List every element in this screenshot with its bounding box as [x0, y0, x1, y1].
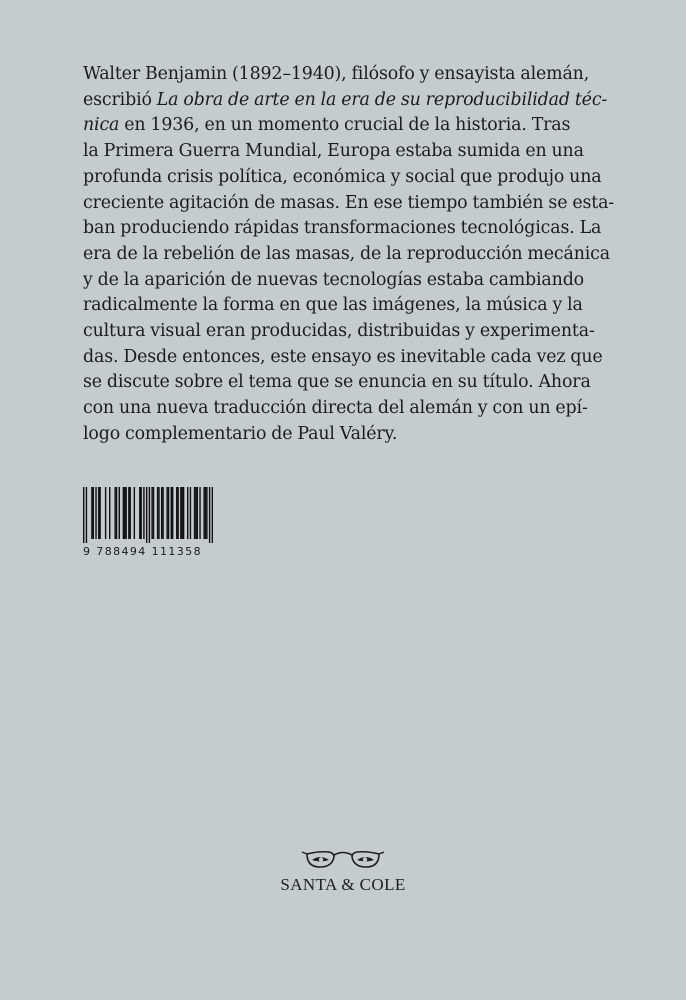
blurb-line	[83, 62, 615, 88]
barcode-bar	[109, 487, 110, 539]
barcode-bar	[114, 487, 115, 539]
barcode-bar	[116, 487, 117, 539]
barcode-bar	[199, 487, 200, 539]
barcode-bar	[172, 487, 173, 539]
blurb-line	[83, 191, 615, 217]
blurb-line	[83, 268, 615, 294]
barcode-bar	[151, 487, 152, 539]
blurb-text: escribió	[83, 89, 157, 110]
blurb-text: se discute sobre el tema que se enuncia en su título. Ahora	[83, 372, 591, 393]
blurb-text: logo complementario de Paul Valéry.	[83, 423, 398, 444]
barcode-bar	[98, 487, 99, 539]
barcode-bar	[190, 487, 191, 539]
isbn-number: 9 788494 111358	[83, 545, 202, 558]
blurb-line	[83, 293, 615, 319]
blurb-text: ban produciendo rápidas transformaciones tecnológicas. La	[83, 218, 602, 239]
barcode-bar	[123, 487, 124, 539]
book-blurb	[83, 62, 615, 448]
barcode-bar	[171, 487, 172, 539]
barcode-bar	[187, 487, 188, 539]
barcode-bar	[158, 487, 159, 539]
barcode-bar	[157, 487, 158, 539]
barcode-bar	[146, 487, 147, 543]
blurb-line	[83, 88, 615, 114]
barcode-bar	[182, 487, 183, 539]
blurb-line	[83, 319, 615, 345]
barcode-bar	[140, 487, 141, 539]
barcode-bar	[124, 487, 125, 539]
blurb-text: Walter Benjamin (1892–1940), filósofo y ensayista alemán,	[83, 64, 590, 84]
barcode-bar	[139, 487, 140, 539]
barcode-bar	[195, 487, 196, 539]
barcode-bar	[143, 487, 144, 539]
barcode-bar	[91, 487, 92, 539]
blurb-italic-title: nica	[83, 115, 120, 136]
barcode-bar	[128, 487, 129, 539]
barcode-bar	[149, 487, 150, 543]
blurb-line	[83, 113, 615, 139]
blurb-line	[83, 345, 615, 371]
barcode-bar	[166, 487, 167, 539]
eyeglasses-with-eyes-icon	[301, 848, 385, 870]
blurb-text: creciente agitación de masas. En ese tiempo también se esta-	[83, 192, 615, 213]
barcode-bar	[168, 487, 169, 539]
barcode-bar	[176, 487, 177, 539]
blurb-line	[83, 216, 615, 242]
barcode-bar	[203, 487, 204, 539]
barcode-bar	[95, 487, 96, 539]
barcode-bar	[183, 487, 184, 539]
barcode-bar	[205, 487, 206, 539]
blurb-text: la Primera Guerra Mundial, Europa estaba sumida en una	[83, 141, 584, 162]
blurb-text: era de la rebelión de las masas, de la reproducción mecánica	[83, 243, 610, 264]
blurb-text: profunda crisis política, económica y social que produjo una	[83, 166, 602, 187]
barcode-bar	[86, 487, 87, 543]
blurb-text: cultura visual eran producidas, distribuidas y experimenta-	[83, 321, 595, 342]
barcode-bar	[93, 487, 94, 539]
blurb-line	[83, 242, 615, 268]
blurb-line	[83, 422, 615, 448]
barcode-bar	[177, 487, 178, 539]
blurb-text: y de la aparición de nuevas tecnologías estaba cambiando	[83, 269, 584, 290]
blurb-text: en 1936, en un momento crucial de la historia. Tras	[119, 115, 571, 136]
barcode-bar	[130, 487, 131, 539]
barcode-bar	[153, 487, 154, 539]
barcode-bar	[125, 487, 126, 539]
barcode-bar	[134, 487, 135, 539]
barcode-bar	[180, 487, 181, 539]
blurb-text: das. Desde entonces, este ensayo es inevitable cada vez que	[83, 346, 603, 367]
barcode-bar	[162, 487, 163, 539]
publisher-imprint	[0, 848, 686, 895]
isbn-barcode-block	[83, 487, 213, 558]
blurb-line	[83, 165, 615, 191]
barcode-bar	[206, 487, 207, 539]
blurb-line	[83, 139, 615, 165]
barcode-icon	[83, 487, 213, 543]
blurb-line	[83, 370, 615, 396]
blurb-text: radicalmente la forma en que las imágenes, la música y la	[83, 295, 583, 316]
publisher-name: SANTA & COLE	[280, 875, 406, 894]
blurb-text: con una nueva traducción directa del alemán y con un epí-	[83, 398, 588, 419]
barcode-bar	[212, 487, 213, 543]
barcode-bar	[194, 487, 195, 539]
barcode-bar	[105, 487, 106, 539]
barcode-bar	[209, 487, 210, 543]
blurb-line	[83, 396, 615, 422]
barcode-bar	[197, 487, 198, 539]
barcode-bar	[161, 487, 162, 539]
barcode-bar	[119, 487, 120, 539]
barcode-bar	[99, 487, 100, 539]
barcode-bar	[83, 487, 84, 543]
blurb-italic-title: La obra de arte en la era de su reproducibilidad téc-	[156, 89, 608, 110]
